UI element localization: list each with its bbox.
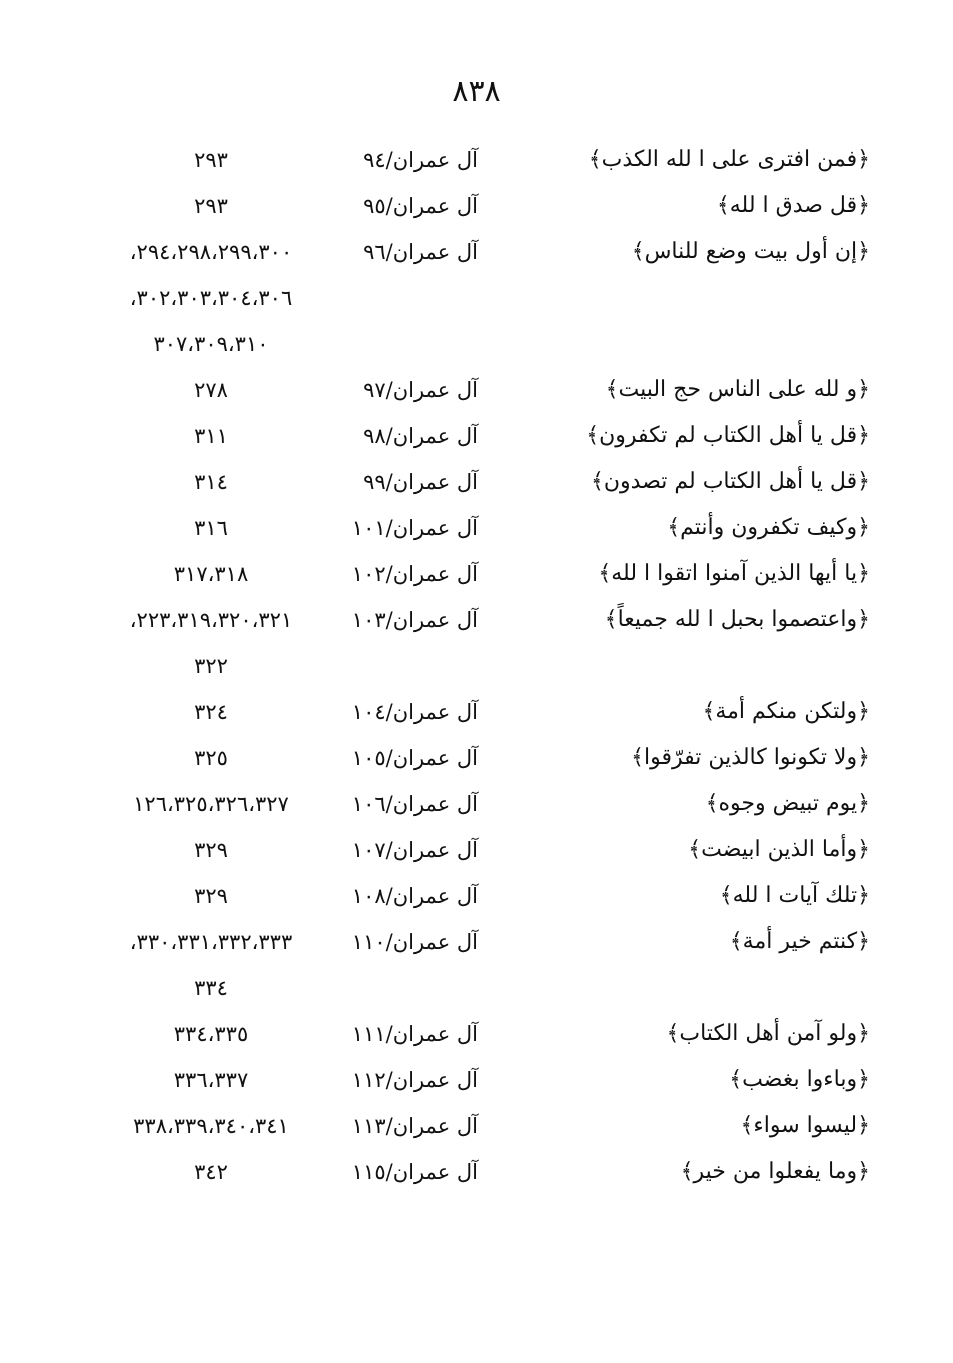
table-row: [100, 643, 870, 689]
verse-text: [540, 321, 870, 367]
verse-reference: آل عمران/١٠٨: [351, 884, 478, 908]
verse-reference: آل عمران/١١٥: [351, 1160, 478, 1184]
verse-index-table: [100, 137, 870, 1195]
verse-reference: آل عمران/١٠٤: [351, 700, 478, 724]
page-references: ٣١٧،٣١٨: [173, 562, 249, 586]
verse-text: [540, 643, 870, 689]
table-row: [100, 321, 870, 367]
verse-text: ﴿ولو آمن أهل الكتاب﴾: [666, 1021, 870, 1046]
page-references: ٢٧٨: [194, 378, 228, 402]
page-references: ٢٩٣: [194, 194, 228, 218]
verse-reference: آل عمران/١٠١: [351, 516, 478, 540]
table-row: [100, 551, 870, 597]
verse-text: [540, 275, 870, 321]
verse-reference: [318, 321, 478, 367]
verse-reference: آل عمران/١٠٢: [351, 562, 478, 586]
verse-reference: آل عمران/٩٩: [363, 470, 478, 494]
verse-reference: آل عمران/٩٦: [363, 240, 478, 264]
table-row: [100, 1149, 870, 1195]
table-row: [100, 1103, 870, 1149]
page-references: ٣١٦: [194, 516, 228, 540]
verse-reference: آل عمران/١١٣: [351, 1114, 478, 1138]
table-row: [100, 827, 870, 873]
verse-reference: آل عمران/٩٤: [363, 148, 478, 172]
page-references: ١٢٦،٣٢٥،٣٢٦،٣٢٧: [133, 792, 289, 816]
page-references: ٣٣٦،٣٣٧: [173, 1068, 249, 1092]
verse-text: ﴿فمن افترى على ا لله الكذب﴾: [588, 147, 870, 172]
page-references: ٢٢٣،٣١٩،٣٢٠،٣٢١،: [129, 608, 293, 632]
page-references: ٢٩٤،٢٩٨،٢٩٩،٣٠٠،: [129, 240, 293, 264]
page-references: ٣٠٢،٣٠٣،٣٠٤،٣٠٦،: [129, 286, 293, 310]
page-references: ٣٣٤: [194, 976, 228, 1000]
table-row: [100, 137, 870, 183]
verse-text: [540, 965, 870, 1011]
verse-text: ﴿ولتكن منكم أمة﴾: [702, 699, 870, 724]
verse-text: ﴿وما يفعلوا من خير﴾: [680, 1159, 870, 1184]
verse-reference: آل عمران/٩٨: [363, 424, 478, 448]
verse-reference: آل عمران/١٠٧: [351, 838, 478, 862]
page-references: ٣٢٩: [194, 884, 228, 908]
verse-text: ﴿واعتصموا بحبل ا لله جميعاً﴾: [604, 607, 870, 632]
table-row: [100, 367, 870, 413]
table-row: [100, 183, 870, 229]
verse-reference: آل عمران/١١٠: [351, 930, 478, 954]
verse-reference: آل عمران/٩٧: [363, 378, 478, 402]
verse-text: ﴿قل يا أهل الكتاب لم تكفرون﴾: [586, 423, 870, 448]
table-row: [100, 873, 870, 919]
verse-reference: آل عمران/١١٢: [351, 1068, 478, 1092]
verse-reference: آل عمران/١١١: [351, 1022, 478, 1046]
verse-text: ﴿و لله على الناس حج البيت﴾: [605, 377, 870, 402]
table-row: [100, 919, 870, 965]
page-references: ٣٠٧،٣٠٩،٣١٠: [153, 332, 269, 356]
table-row: [100, 1057, 870, 1103]
table-row: [100, 781, 870, 827]
verse-text: ﴿وكيف تكفرون وأنتم﴾: [667, 515, 870, 540]
table-row: [100, 505, 870, 551]
verse-text: ﴿قل صدق ا لله﴾: [716, 193, 870, 218]
page-references: ٣٢٢: [194, 654, 228, 678]
page-references: ٣٣٠،٣٣١،٣٣٢،٣٣٣،: [129, 930, 293, 954]
verse-text: ﴿إن أول بيت وضع للناس﴾: [631, 239, 870, 264]
verse-text: ﴿وأما الذين ابيضت﴾: [688, 837, 870, 862]
verse-reference: آل عمران/١٠٦: [351, 792, 478, 816]
verse-reference: آل عمران/٩٥: [363, 194, 478, 218]
verse-reference: [318, 965, 478, 1011]
verse-text: ﴿وباءوا بغضب﴾: [729, 1067, 870, 1092]
page-references: ٣٢٤: [194, 700, 228, 724]
page-references: ٣١٤: [194, 470, 228, 494]
verse-text: ﴿قل يا أهل الكتاب لم تصدون﴾: [590, 469, 870, 494]
page-references: ٣٢٩: [194, 838, 228, 862]
page-number: ٨٣٨: [452, 74, 501, 109]
table-row: [100, 735, 870, 781]
page-references: ٣٢٥: [194, 746, 228, 770]
table-row: [100, 229, 870, 275]
table-row: [100, 965, 870, 1011]
verse-text: ﴿يا أيها الذين آمنوا اتقوا ا لله﴾: [598, 561, 870, 586]
verse-reference: آل عمران/١٠٣: [351, 608, 478, 632]
page-references: ٣٣٨،٣٣٩،٣٤٠،٣٤١: [133, 1114, 289, 1138]
page-references: ٢٩٣: [194, 148, 228, 172]
verse-text: ﴿يوم تبيض وجوه﴾: [705, 791, 870, 816]
verse-reference: آل عمران/١٠٥: [351, 746, 478, 770]
page-references: ٣٣٤،٣٣٥: [173, 1022, 249, 1046]
verse-text: ﴿ليسوا سواء﴾: [740, 1113, 870, 1138]
verse-text: ﴿ولا تكونوا كالذين تفرّقوا﴾: [631, 745, 870, 770]
table-row: [100, 597, 870, 643]
page-references: ٣٤٢: [194, 1160, 228, 1184]
verse-reference: [318, 275, 478, 321]
page-references: ٣١١: [194, 424, 228, 448]
table-row: [100, 413, 870, 459]
verse-text: ﴿تلك آيات ا لله﴾: [719, 883, 870, 908]
table-row: [100, 1011, 870, 1057]
table-row: [100, 275, 870, 321]
table-row: [100, 689, 870, 735]
table-row: [100, 459, 870, 505]
verse-reference: [318, 643, 478, 689]
verse-text: ﴿كنتم خير أمة﴾: [729, 929, 870, 954]
